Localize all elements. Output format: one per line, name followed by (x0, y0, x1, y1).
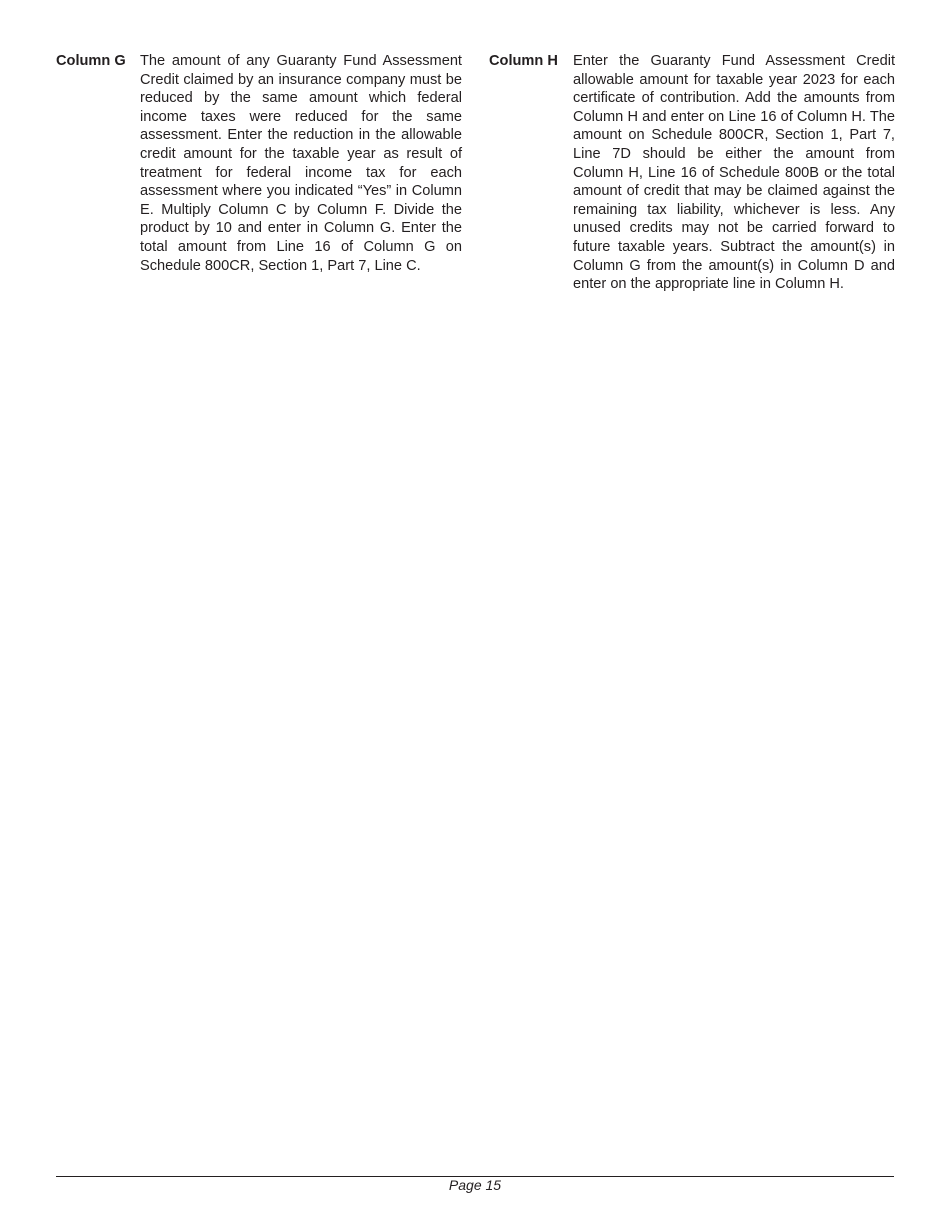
column-h-section (489, 52, 895, 294)
page-number: Page 15 (448, 1177, 502, 1193)
column-g-description: The amount of any Guaranty Fund Assessment Credit claimed by an insurance company must be reduced by the same amount which federal income taxes were reduced for the same assessment. Enter the reduction in the allowable credit amount for the taxable year as result of treatment for federal income tax for each assessment where you indicated “Yes” in Column E. Multiply Column C by Column F. Divide the product by 10 and enter in Column G. Enter the total amount from Line 16 of Column G on Schedule 800CR, Section 1, Part 7, Line C. (140, 53, 462, 274)
column-h-description: Enter the Guaranty Fund Assessment Credit allowable amount for taxable year 2023 for each certificate of contribution. Add the amounts from Column H and enter on Line 16 of Column H. The amount on Schedule 800CR, Section 1, Part 7, Line 7D should be either the amount from Column H, Line 16 of Schedule 800B or the total amount of credit that may be claimed against the remaining tax liability, whichever is less. Any unused credits may not be carried forward to future taxable years. Subtract the amount(s) in Column G from the amount(s) in Column D and enter on the appropriate line in Column H. (573, 53, 895, 293)
column-g-section (56, 52, 462, 275)
column-h-label: Column H (489, 53, 558, 69)
column-g-label: Column G (56, 53, 126, 69)
